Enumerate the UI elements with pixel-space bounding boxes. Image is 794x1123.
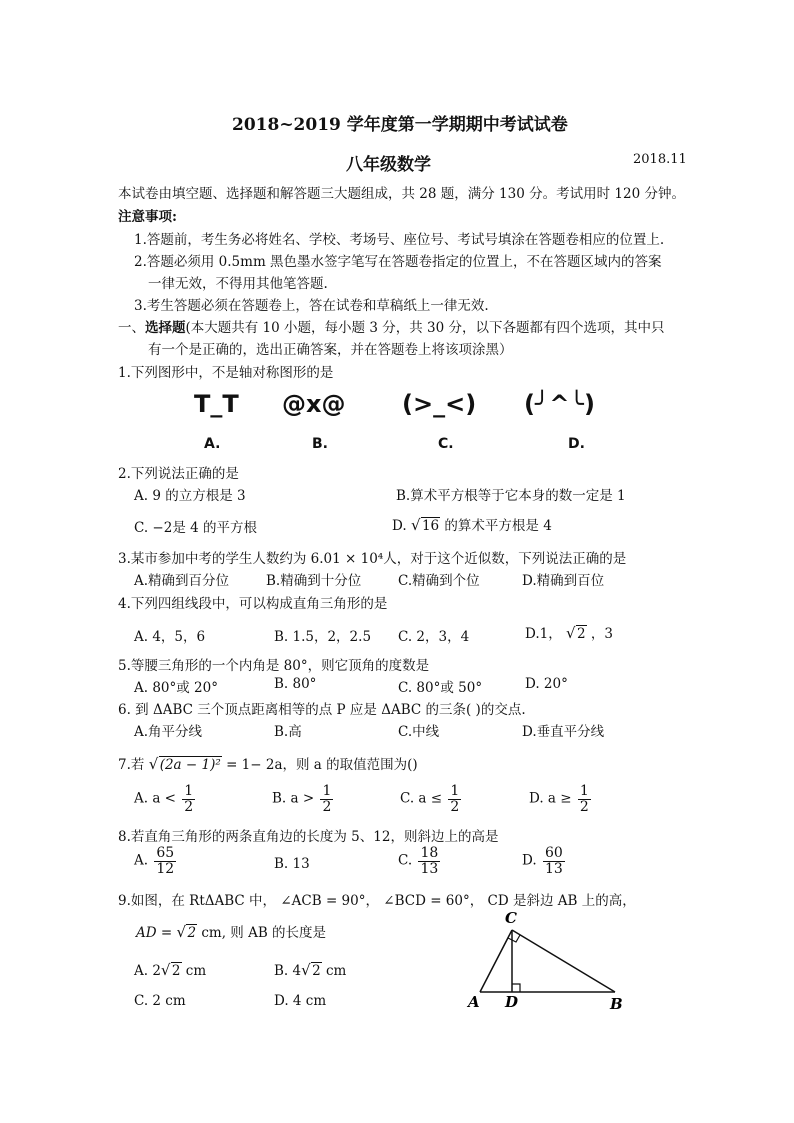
q4-stem: 4.下列四组线段中，可以构成直角三角形的是 <box>118 596 388 612</box>
q9-stem2-suffix: cm, 则 AB 的长度是 <box>201 925 327 941</box>
q7-option-d <box>529 784 593 814</box>
fraction <box>154 846 176 876</box>
frac-numerator: 1 <box>322 783 332 799</box>
q9-b-suffix: cm <box>321 963 347 979</box>
q5-stem: 5.等腰三角形的一个内角是 80°，则它顶角的度数是 <box>118 658 430 674</box>
q1-label-c: C. <box>438 436 454 452</box>
q2-d-suffix: 的算术平方根是 4 <box>444 518 552 534</box>
q1-stem: 1.下列图形中，不是轴对称图形的是 <box>118 365 334 381</box>
q9-b-prefix: B. 4 <box>274 963 302 979</box>
fraction <box>418 846 440 876</box>
q2-option-b: B.算术平方根等于它本身的数一定是 1 <box>396 488 626 504</box>
vertex-label-a: A <box>468 993 480 1011</box>
frac-denominator: 2 <box>579 798 589 815</box>
q5-option-b: B. 80° <box>274 676 317 692</box>
q8-option-a <box>134 846 178 876</box>
q1-figure-c: (>_<) <box>402 390 477 418</box>
q4-d-suffix: ，3 <box>590 626 614 642</box>
frac-denominator: 2 <box>184 798 194 815</box>
section-heading <box>118 316 664 336</box>
frac-numerator: 1 <box>450 783 460 799</box>
q1-label-d: D. <box>568 436 585 452</box>
frac-denominator: 2 <box>450 798 460 815</box>
frac-denominator: 2 <box>322 798 332 815</box>
section-name: 选择题 <box>145 320 186 336</box>
q4-d-prefix: D.1， <box>525 626 562 642</box>
q3-stem: 3.某市参加中考的学生人数约为 6.01 × 10⁴人，对于这个近似数，下列说法正确的是 <box>118 551 627 567</box>
right-angle-mark-d <box>512 984 520 992</box>
q2-d-prefix: D. <box>392 518 407 534</box>
q5-option-d: D. 20° <box>525 676 568 692</box>
frac-numerator: 65 <box>156 845 175 861</box>
q7-c-prefix: C. a ≤ <box>400 790 443 807</box>
fraction <box>320 784 333 814</box>
fraction <box>543 846 565 876</box>
q4-d-radicand: 2 <box>577 626 586 642</box>
q2-option-a: A. 9 的立方根是 3 <box>134 488 246 504</box>
q9-stem: 9.如图，在 RtΔABC 中， ∠ACB = 90°， ∠BCD = 60°， CD 是斜边 AB 上的高， <box>118 893 636 909</box>
q9-option-d: D. 4 cm <box>274 993 327 1009</box>
q2-d-radicand: 16 <box>421 518 440 534</box>
exam-date: 2018.11 <box>633 152 687 167</box>
frac-numerator: 60 <box>544 845 563 861</box>
vertex-label-b: B <box>610 995 623 1013</box>
frac-denominator: 13 <box>544 860 563 877</box>
q8-d-prefix: D. <box>522 852 537 869</box>
q2-option-d <box>392 514 552 534</box>
frac-denominator: 12 <box>156 860 175 877</box>
section-prefix: 一、 <box>118 320 145 336</box>
section-desc: (本大题共有 10 小题，每小题 3 分，共 30 分，以下各题都有四个选项，其中只 <box>185 320 665 336</box>
q9-stem2-prefix: AD = <box>136 925 177 941</box>
q9-a-radicand: 2 <box>171 963 181 979</box>
q6-option-a: A.角平分线 <box>134 724 203 740</box>
q8-a-prefix: A. <box>134 852 149 869</box>
q9-stem-2 <box>136 921 326 941</box>
frac-numerator: 1 <box>579 783 589 799</box>
q6-option-d: D.垂直平分线 <box>522 724 605 740</box>
q9-option-a <box>134 963 206 979</box>
fraction <box>182 784 195 814</box>
q4-option-b: B. 1.5，2，2.5 <box>274 629 372 645</box>
q7-a-prefix: A. a < <box>134 790 176 807</box>
intro-text: 本试卷由填空题、选择题和解答题三大题组成，共 28 题，满分 130 分。考试用时 120 分钟。 <box>118 186 685 202</box>
sqrt-symbol <box>566 626 587 642</box>
vertex-label-d: D <box>505 993 519 1011</box>
note-item: 2.答题必须用 0.5mm 黑色墨水签字笔写在答题卷指定的位置上，不在答题区域内的答案 <box>134 254 662 270</box>
q9-option-b <box>274 963 346 979</box>
exam-title: 2018~2019 学年度第一学期期中考试试卷 <box>232 115 568 135</box>
q6-option-b: B.高 <box>274 724 302 740</box>
q7-option-c <box>400 784 463 814</box>
q8-option-c <box>398 846 442 876</box>
q7-stem-suffix: = 1− 2a，则 a 的取值范围为() <box>226 757 418 773</box>
sqrt-symbol <box>411 518 440 534</box>
q2-stem: 2.下列说法正确的是 <box>118 466 239 482</box>
q9-a-suffix: cm <box>181 963 207 979</box>
q7-stem-radicand: (2a − 1)² <box>159 757 221 773</box>
q8-stem: 8.若直角三角形的两条直角边的长度为 5、12，则斜边上的高是 <box>118 829 499 845</box>
q8-option-b: B. 13 <box>274 856 310 872</box>
q9-b-radicand: 2 <box>312 963 321 979</box>
q3-option-a: A.精确到百分位 <box>134 573 230 589</box>
sqrt-symbol <box>176 925 197 941</box>
q8-c-prefix: C. <box>398 852 413 869</box>
q9-stem2-radicand: 2 <box>187 925 197 941</box>
q5-option-c: C. 80°或 50° <box>398 680 483 696</box>
q3-option-c: C.精确到个位 <box>398 573 480 589</box>
q1-label-a: A. <box>204 436 221 452</box>
frac-denominator: 13 <box>420 860 439 877</box>
q6-option-c: C.中线 <box>398 724 440 740</box>
q7-option-b <box>272 784 335 814</box>
frac-numerator: 18 <box>420 845 439 861</box>
q7-stem-prefix: 7.若 <box>118 757 145 773</box>
fraction <box>448 784 461 814</box>
q9-triangle-figure <box>460 905 630 1015</box>
side-ca <box>480 930 512 992</box>
q2-option-c: C. −2是 4 的平方根 <box>134 520 258 536</box>
q6-stem: 6. 到 ΔABC 三个顶点距离相等的点 P 应是 ΔABC 的三条( )的交点. <box>118 702 526 718</box>
sqrt-symbol <box>149 757 222 773</box>
exam-subtitle: 八年级数学 <box>346 155 431 175</box>
q7-option-a <box>134 784 197 814</box>
section-desc-2: 有一个是正确的，选出正确答案，并在答题卷上将该项涂黑） <box>148 342 513 358</box>
sqrt-symbol <box>161 963 182 979</box>
q4-option-c: C. 2，3，4 <box>398 629 470 645</box>
q7-b-prefix: B. a > <box>272 790 315 807</box>
note-item: 1.答题前，考生务必将姓名、学校、考场号、座位号、考试号填涂在答题卷相应的位置上. <box>134 232 665 248</box>
q1-figure-d: (╯^╰) <box>524 390 595 418</box>
q5-option-a: A. 80°或 20° <box>134 680 218 696</box>
side-cb <box>512 930 615 992</box>
q9-option-c: C. 2 cm <box>134 993 186 1009</box>
q1-label-b: B. <box>312 436 328 452</box>
q7-stem <box>118 753 418 773</box>
q3-option-d: D.精确到百位 <box>522 573 605 589</box>
q4-option-d <box>525 622 613 642</box>
q3-option-b: B.精确到十分位 <box>266 573 362 589</box>
q1-figure-b: @x@ <box>282 390 346 418</box>
note-item: 3.考生答题必须在答题卷上，答在试卷和草稿纸上一律无效. <box>134 298 489 314</box>
notes-heading: 注意事项: <box>118 209 177 225</box>
sqrt-symbol <box>301 963 322 979</box>
q9-a-prefix: A. 2 <box>134 963 161 979</box>
vertex-label-c: C <box>505 909 517 927</box>
q1-figure-a: T_T <box>194 390 239 418</box>
q8-option-d <box>522 846 567 876</box>
right-angle-mark-c <box>508 935 520 942</box>
q7-d-prefix: D. a ≥ <box>529 790 572 807</box>
note-item: 一律无效，不得用其他笔答题. <box>148 276 328 292</box>
q4-option-a: A. 4，5，6 <box>134 629 206 645</box>
frac-numerator: 1 <box>184 783 194 799</box>
fraction <box>578 784 591 814</box>
